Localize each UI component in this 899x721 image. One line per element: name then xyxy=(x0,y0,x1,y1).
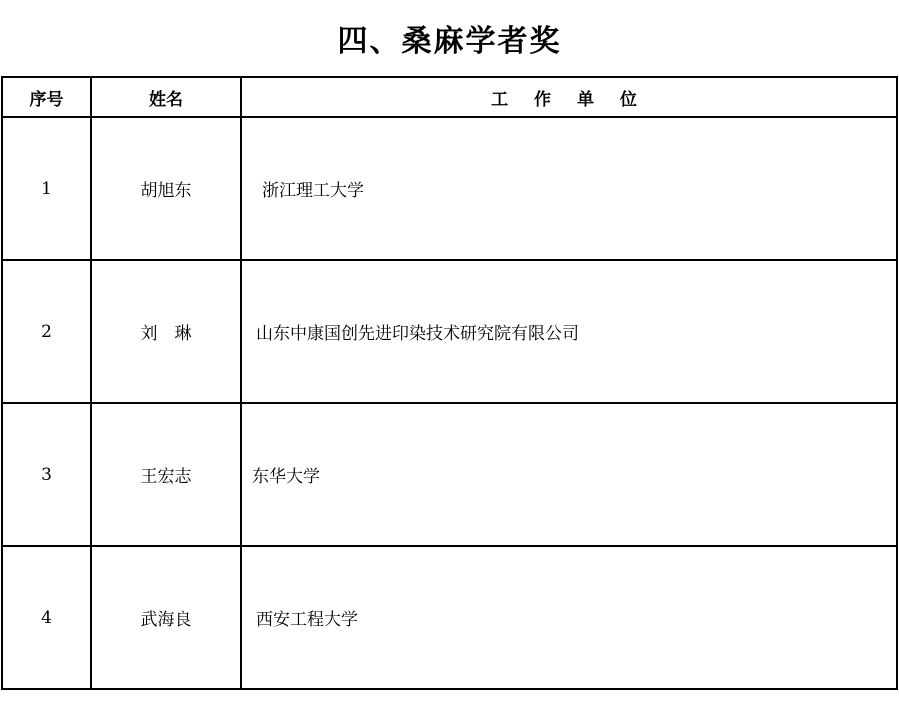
header-name: 姓名 xyxy=(91,77,241,117)
serial-number-cell: 4 xyxy=(2,546,91,689)
serial-number-cell: 1 xyxy=(2,117,91,260)
table-row xyxy=(2,117,897,260)
table-row xyxy=(2,260,897,403)
table-header-row xyxy=(2,77,897,117)
table-row xyxy=(2,403,897,546)
work-unit-cell: 浙江理工大学 xyxy=(241,117,897,260)
serial-number-cell: 3 xyxy=(2,403,91,546)
name-cell: 王宏志 xyxy=(91,403,241,546)
name-cell: 刘 琳 xyxy=(91,260,241,403)
work-unit-cell: 山东中康国创先进印染技术研究院有限公司 xyxy=(241,260,897,403)
name-cell: 胡旭东 xyxy=(91,117,241,260)
header-work-unit-label: 工 作 单 位 xyxy=(491,89,647,110)
award-table xyxy=(1,76,898,690)
work-unit-cell: 东华大学 xyxy=(241,403,897,546)
name-cell: 武海良 xyxy=(91,546,241,689)
table-row xyxy=(2,546,897,689)
serial-number-cell: 2 xyxy=(2,260,91,403)
header-work-unit xyxy=(241,77,897,117)
header-serial-number: 序号 xyxy=(2,77,91,117)
work-unit-cell: 西安工程大学 xyxy=(241,546,897,689)
page-title: 四、桑麻学者奖 xyxy=(337,24,562,59)
